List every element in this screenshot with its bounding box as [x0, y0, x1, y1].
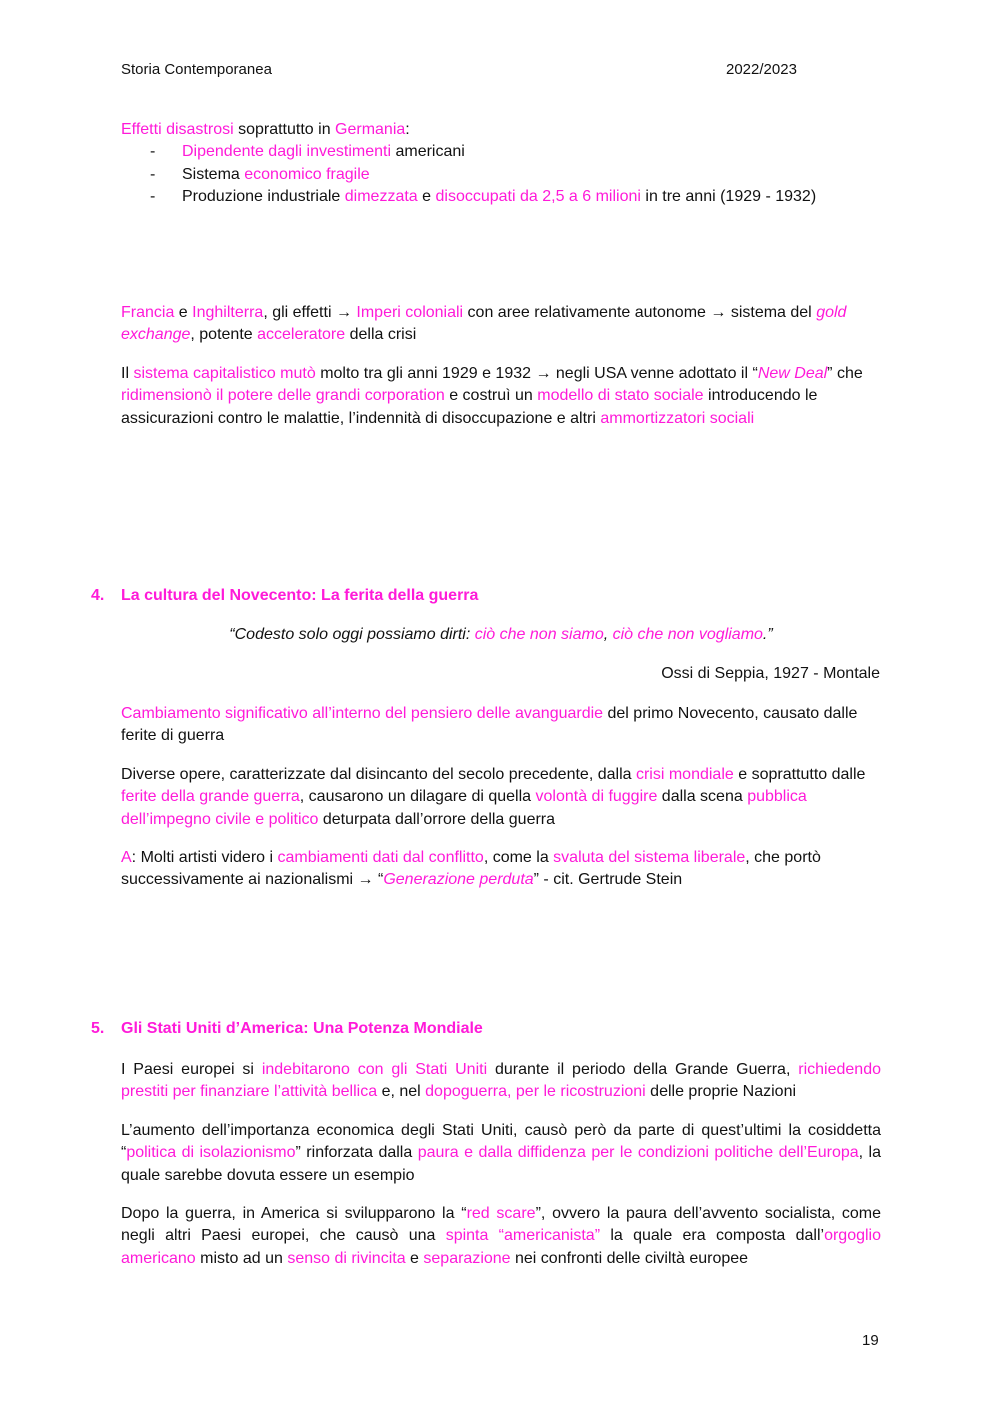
highlighted-text: pubblica dell’impegno civile e politico — [121, 788, 807, 828]
highlighted-text: ferite della grande guerra — [121, 788, 300, 806]
highlighted-text: economico fragile — [244, 165, 370, 183]
highlighted-text: Cambiamento significativo all’interno del pensiero delle avanguardie — [121, 705, 604, 722]
highlighted-text: Generazione perduta — [383, 871, 534, 889]
highlighted-text: A — [121, 849, 132, 866]
page-number: 19 — [862, 1332, 879, 1349]
header-course: Storia Contemporanea — [121, 61, 272, 78]
highlighted-text: ammortizzatori sociali — [600, 409, 755, 427]
text-run: : Molti artisti videro i — [131, 849, 278, 866]
highlighted-text: ciò che non vogliamo — [612, 626, 763, 643]
text-run: e, nel — [377, 1083, 426, 1101]
section-title: Gli Stati Uniti d’America: Una Potenza Mondiale — [121, 1020, 483, 1037]
highlighted-text: richiedendo prestiti per finanziare l’attività bellica — [121, 1061, 881, 1101]
highlighted-text: Inghilterra — [192, 304, 264, 321]
quote-source: Ossi di Seppia, 1927 - Montale — [661, 665, 880, 682]
highlighted-text: ridimensionò il potere delle grandi corporation — [121, 387, 445, 405]
highlighted-text: Effetti disastrosi — [121, 121, 234, 138]
highlighted-text: ciò che non siamo — [474, 626, 604, 643]
header-year: 2022/2023 — [726, 61, 797, 78]
highlighted-text: separazione — [423, 1249, 511, 1267]
section-5-heading — [91, 1020, 483, 1038]
text-run: L’aumento dell’importanza economica degli Stati Uniti, causò però da parte di quest’ultimi la cosiddetta “ — [121, 1122, 881, 1162]
text-run: con aree relativamente autonome → sistema del — [463, 304, 817, 321]
highlighted-text: Francia — [121, 304, 175, 321]
text-run: .” — [762, 626, 773, 643]
text-run: dalla scena — [657, 788, 748, 806]
text-run: , come la — [483, 849, 554, 866]
text-run: delle proprie Nazioni — [645, 1083, 797, 1101]
highlighted-text: Germania — [335, 121, 406, 138]
highlighted-text: dopoguerra, per le ricostruzioni — [425, 1083, 646, 1101]
highlighted-text: dimezzata — [344, 188, 418, 205]
text-run: , gli effetti → — [263, 304, 357, 321]
text-run: , — [603, 626, 613, 643]
text-run: e soprattutto dalle — [733, 766, 866, 783]
text-run: ” - cit. Gertrude Stein — [533, 871, 683, 889]
text-run: della crisi — [345, 326, 417, 344]
text-run: , che portò successivamente ai nazionalismi → “ — [121, 849, 821, 889]
text-run: ”, ovvero la paura dell’avvento socialista, come negli altri Paesi europei, che causò una — [121, 1205, 882, 1245]
section-number: 4. — [91, 587, 105, 604]
highlighted-text: modello di stato sociale — [537, 387, 704, 405]
text-run: e — [405, 1249, 424, 1267]
text-run: ” rinforzata dalla — [295, 1144, 418, 1162]
text-run: durante il periodo della Grande Guerra, — [487, 1061, 799, 1078]
highlighted-text: cambiamenti dati dal conflitto — [277, 849, 484, 866]
germany-intro — [121, 119, 881, 141]
opere-paragraph — [121, 764, 881, 831]
highlighted-text: Dipendente dagli investimenti — [182, 143, 392, 160]
highlighted-text: sistema capitalistico mutò — [133, 365, 316, 382]
text-run: e costruì un — [444, 387, 538, 405]
list-item — [121, 186, 816, 209]
capitalism-paragraph — [121, 363, 881, 430]
highlighted-text: red scare — [466, 1205, 536, 1222]
text-run: “Codesto solo oggi possiamo dirti: — [229, 626, 475, 643]
text-run: misto ad un — [195, 1249, 288, 1267]
text-run: introducendo le assicurazioni contro le malattie, l’indennità di disoccupazione e altri — [121, 387, 818, 427]
highlighted-text: paura e dalla diffidenza per le condizioni politiche dell’Europa — [417, 1144, 859, 1162]
text-run: del primo Novecento, causato dalle ferite di guerra — [121, 705, 858, 745]
highlighted-text: orgoglio americano — [121, 1227, 882, 1267]
text-run: deturpata dall’orrore della guerra — [318, 810, 556, 828]
text-run: : — [405, 121, 410, 138]
red-scare-paragraph — [121, 1203, 881, 1270]
text-run: Produzione industriale — [182, 188, 345, 205]
text-run: Sistema — [182, 165, 245, 183]
list-item — [121, 164, 816, 187]
highlighted-text: senso di rivincita — [287, 1249, 406, 1267]
highlighted-text: disoccupati da 2,5 a 6 milioni — [435, 188, 641, 205]
text-run: , la quale sarebbe dovuta essere un esempio — [121, 1144, 882, 1184]
text-run: nei confronti delle civiltà europee — [510, 1249, 749, 1267]
section-title: La cultura del Novecento: La ferita della guerra — [121, 587, 479, 604]
text-run: molto tra gli anni 1929 e 1932 → negli USA venne adottato il “ — [315, 365, 758, 382]
highlighted-text: crisi mondiale — [635, 766, 734, 783]
text-run: ” che — [827, 365, 863, 382]
text-run: la quale era composta dall’ — [600, 1227, 825, 1245]
section-number: 5. — [91, 1020, 105, 1037]
highlighted-text: acceleratore — [257, 326, 346, 344]
isolazionismo-paragraph — [121, 1120, 881, 1187]
text-run: Il — [121, 365, 134, 382]
avanguardie-paragraph — [121, 703, 881, 748]
highlighted-text: spinta “americanista” — [445, 1227, 601, 1245]
france-england-paragraph — [121, 302, 881, 347]
text-run: , causarono un dilagare di quella — [299, 788, 536, 806]
bullet-dash: - — [150, 143, 156, 160]
text-run: soprattutto in — [233, 121, 336, 138]
artisti-paragraph — [121, 847, 881, 892]
highlighted-text: politica di isolazionismo — [126, 1144, 296, 1162]
bullet-dash: - — [150, 165, 156, 183]
highlighted-text: indebitarono con gli Stati Uniti — [261, 1061, 488, 1078]
highlighted-text: svaluta del sistema liberale — [553, 849, 746, 866]
debiti-paragraph — [121, 1059, 881, 1104]
text-run: in tre anni (1929 - 1932) — [640, 188, 817, 205]
text-run: I Paesi europei si — [121, 1061, 262, 1078]
bullet-dash: - — [150, 188, 156, 205]
text-run: Diverse opere, caratterizzate dal disincanto del secolo precedente, dalla — [121, 766, 636, 783]
text-run: americani — [391, 143, 465, 160]
montale-quote — [121, 624, 881, 646]
list-item — [121, 141, 816, 164]
text-run: e — [174, 304, 193, 321]
highlighted-text: gold exchange — [121, 304, 847, 344]
highlighted-text: volontà di fuggire — [535, 788, 658, 806]
text-run: , potente — [190, 326, 258, 344]
highlighted-text: Imperi coloniali — [356, 304, 464, 321]
text-run: Dopo la guerra, in America si svilupparono la “ — [121, 1205, 467, 1222]
section-4-heading — [91, 587, 479, 605]
highlighted-text: New Deal — [757, 365, 828, 382]
germany-bullet-list — [121, 141, 816, 209]
text-run: e — [417, 188, 436, 205]
